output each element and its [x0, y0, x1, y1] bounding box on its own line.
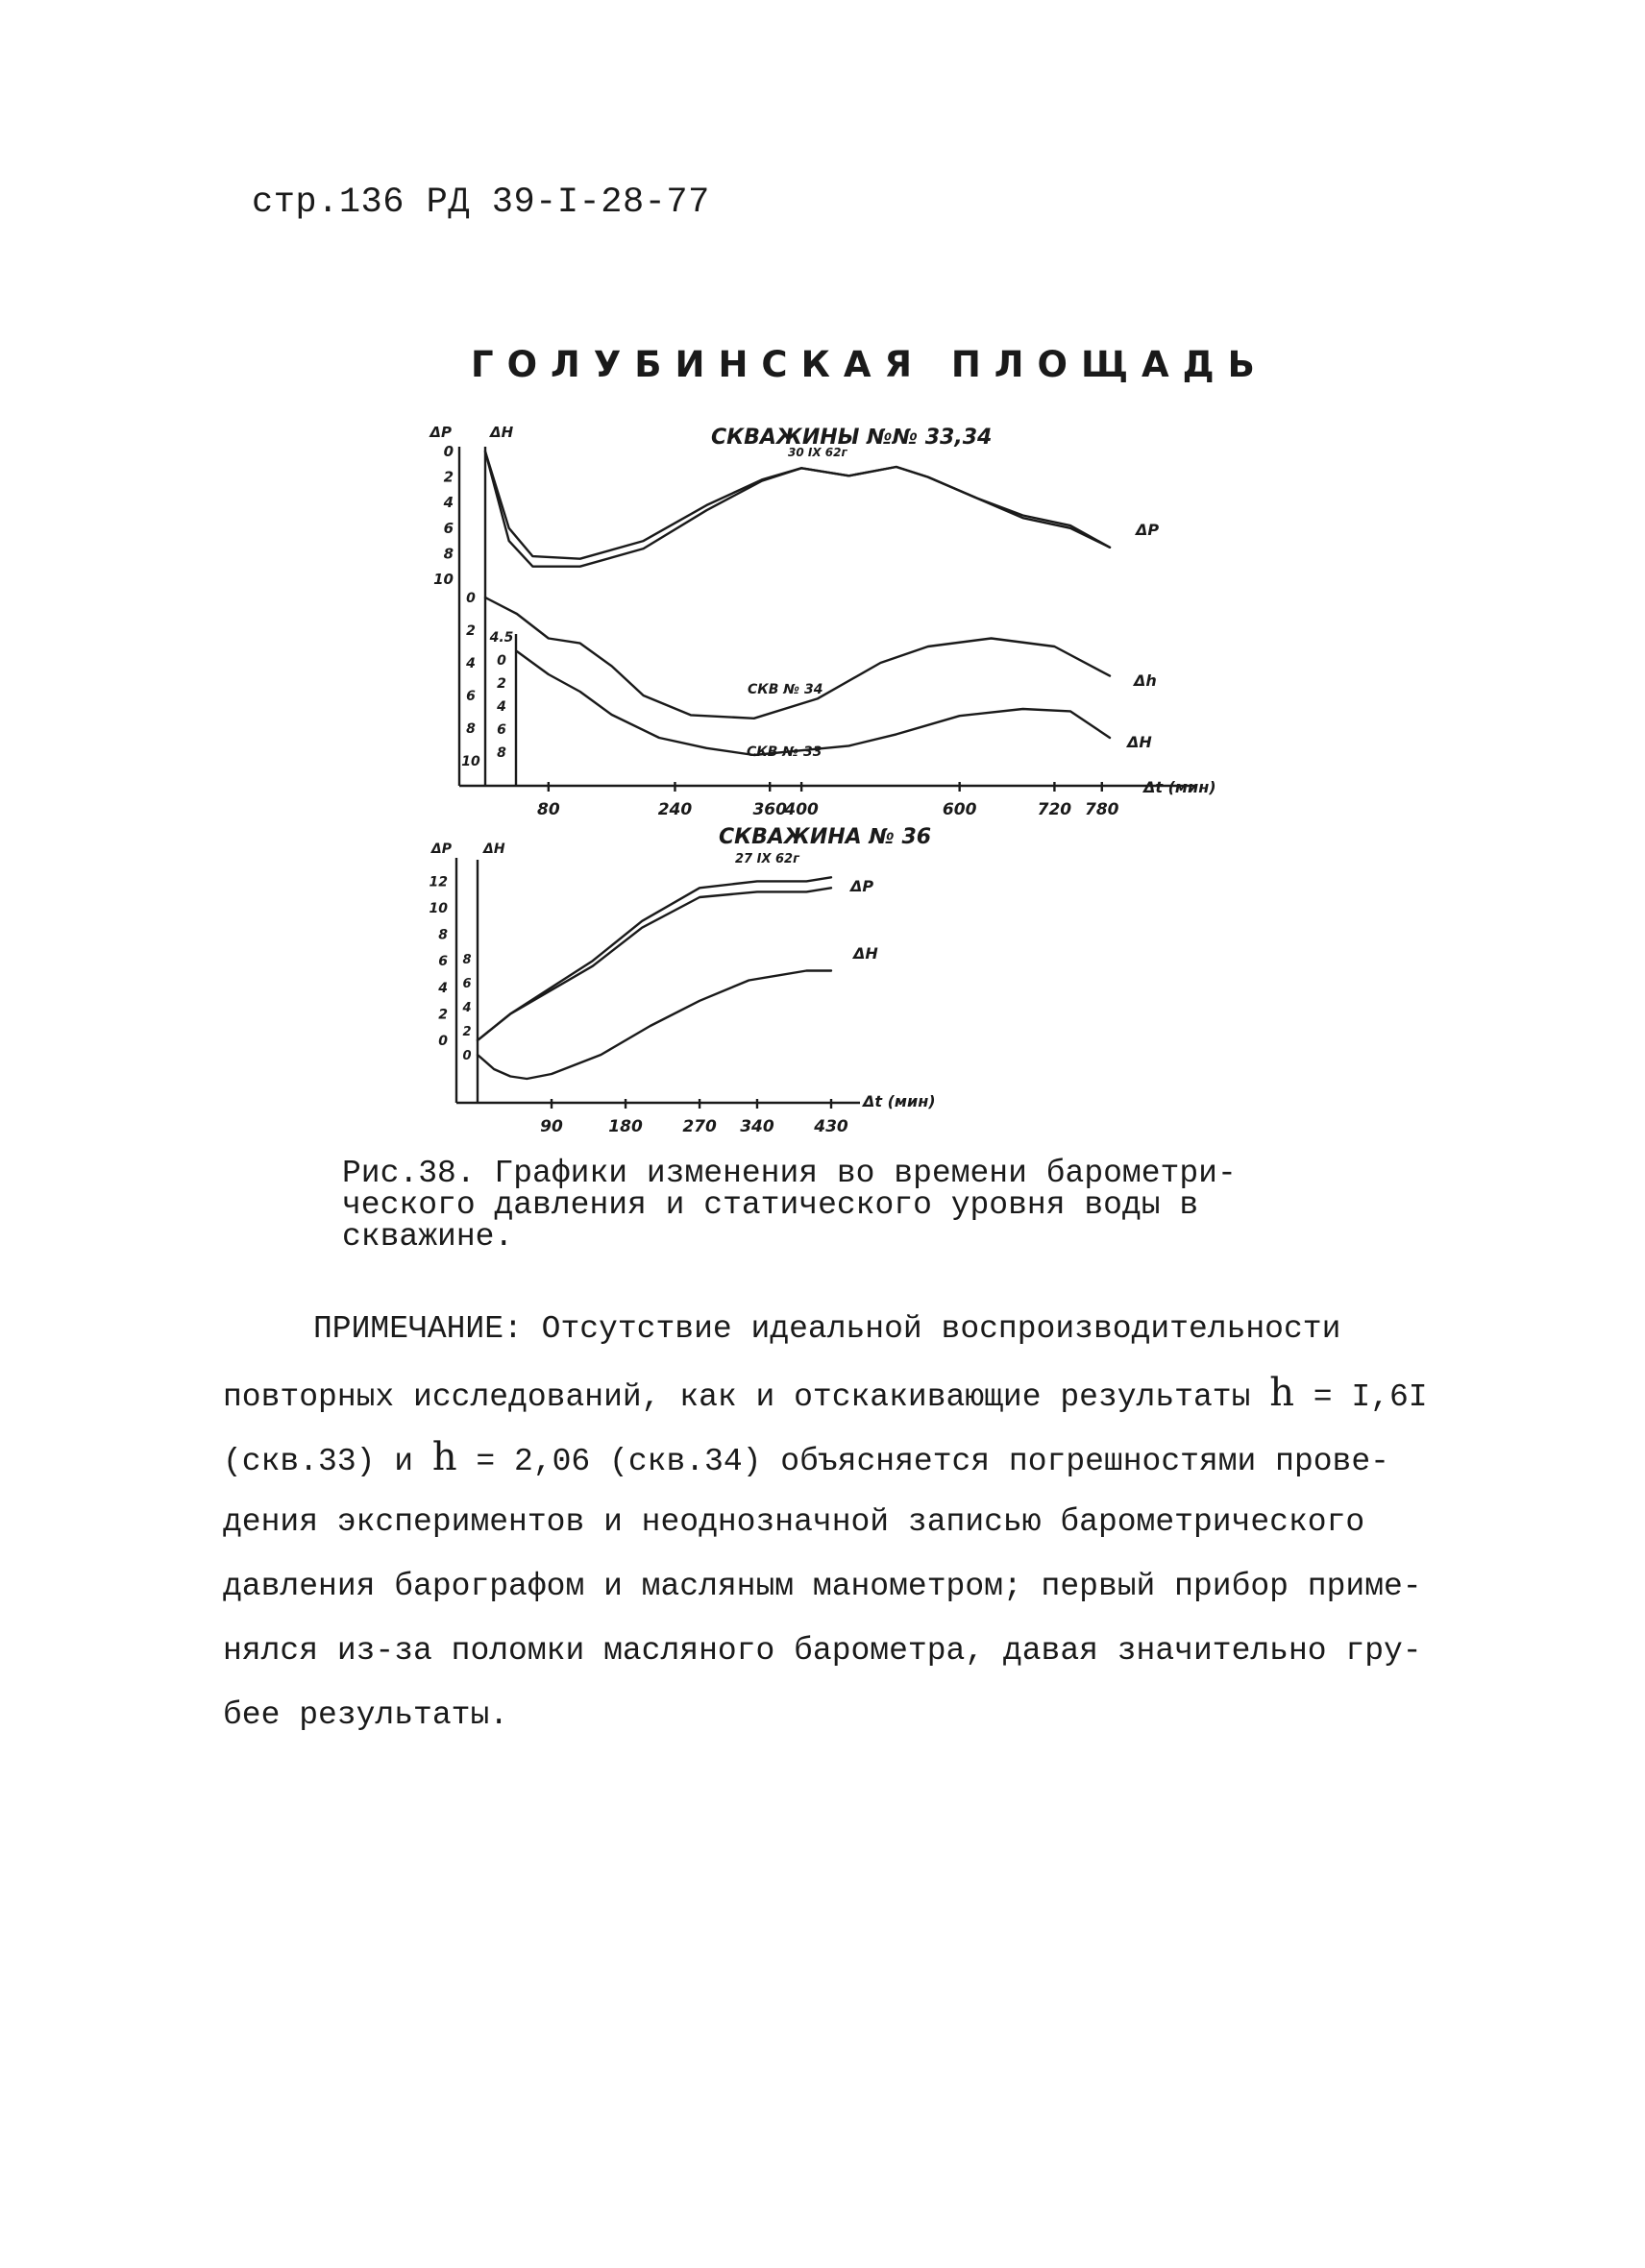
y-tick-label: 4 — [443, 494, 454, 512]
chart-subtitle: 27 IX 62г — [735, 852, 799, 866]
y-tick-label: 8 — [443, 545, 454, 563]
x-tick-label: 340 — [740, 1117, 774, 1136]
y-tick-label: 4.5 — [489, 630, 514, 646]
note-label: ПРИМЕЧАНИЕ: — [313, 1311, 523, 1347]
note-text: (скв.33) и — [223, 1444, 432, 1479]
y-tick-label: 0 — [466, 591, 476, 606]
series-line — [478, 888, 831, 1040]
y-tick-label: 6 — [497, 722, 506, 738]
note-text: повторных исследований, как и отскакивающие результаты — [223, 1379, 1270, 1415]
note-paragraph — [223, 1297, 1482, 1747]
y-tick-label: 2 — [462, 1025, 472, 1039]
y-axis-label: ΔP — [430, 841, 452, 857]
y-tick-label: 8 — [497, 745, 506, 761]
note-text: = 2,06 (скв.34) объясняется погрешностями прове- — [456, 1444, 1389, 1479]
series-label: СКВ № 34 — [748, 682, 823, 697]
y-tick-label: 2 — [497, 676, 506, 692]
series-label: ΔH — [853, 944, 878, 963]
series-line — [485, 451, 1110, 567]
y-tick-label: 2 — [466, 623, 476, 639]
chart-title: СКВАЖИНЫ №№ 33,34 — [711, 426, 993, 450]
note-text: Отсутствие идеальной воспроизводительности — [522, 1311, 1341, 1347]
h-symbol: h — [431, 1435, 457, 1479]
x-tick-label: 780 — [1085, 800, 1119, 819]
chart-well-36 — [430, 825, 936, 1136]
y-tick-label: 4 — [438, 980, 448, 996]
y-tick-label: 0 — [462, 1049, 472, 1063]
y-axis-label: ΔP — [430, 424, 452, 441]
caption-line: ческого давления и статического уровня воды в — [342, 1187, 1199, 1223]
y-tick-label: 10 — [433, 571, 454, 588]
y-tick-label: 6 — [462, 977, 472, 991]
x-tick-label: 430 — [814, 1117, 848, 1136]
y-tick-label: 2 — [443, 468, 454, 486]
series-line — [517, 651, 1110, 755]
series-label: ΔH — [1127, 733, 1152, 751]
series-label: Δh — [1134, 671, 1157, 690]
series-label: ΔP — [850, 877, 874, 895]
note-text: давления барографом и масляным манометром; первый прибор приме- — [223, 1569, 1422, 1604]
y-tick-label: 2 — [438, 1007, 448, 1023]
x-tick-label: 90 — [540, 1117, 563, 1136]
series-label: СКВ № 33 — [747, 744, 822, 760]
figure-caption — [342, 1158, 1303, 1253]
note-text: дения экспериментов и неоднозначной записью барометрического — [223, 1504, 1365, 1540]
chart-subtitle: 30 IX 62г — [788, 446, 847, 459]
y-tick-label: 4 — [497, 699, 506, 715]
x-tick-label: 240 — [657, 800, 693, 819]
series-line — [478, 971, 831, 1080]
y-tick-label: 10 — [461, 754, 480, 769]
chart-wells-33-34 — [429, 424, 1215, 819]
series-line — [485, 597, 1110, 719]
x-tick-label: 180 — [608, 1117, 643, 1136]
y-tick-label: 10 — [429, 901, 448, 916]
x-tick-label: 400 — [784, 800, 819, 819]
x-tick-label: 720 — [1037, 800, 1072, 819]
y-tick-label: 8 — [462, 953, 472, 967]
y-axis-label: ΔH — [490, 424, 514, 441]
page-header: стр.136 РД 39-I-28-77 — [252, 183, 710, 223]
figure-title: ГОЛУБИНСКАЯ ПЛОЩАДЬ — [471, 344, 1268, 385]
chart-title: СКВАЖИНА № 36 — [719, 825, 932, 849]
y-tick-label: 12 — [429, 874, 448, 890]
x-tick-label: 360 — [752, 800, 787, 819]
x-tick-label: 600 — [942, 800, 977, 819]
note-text: = I,6I — [1293, 1379, 1428, 1415]
series-line — [485, 451, 1110, 559]
y-tick-label: 4 — [462, 1001, 472, 1015]
note-text: бее результаты. — [223, 1697, 509, 1733]
note-text: нялся из-за поломки масляного барометра, давая значительно гру- — [223, 1633, 1422, 1669]
y-tick-label: 6 — [466, 689, 476, 704]
y-tick-label: 4 — [466, 656, 476, 671]
series-label: ΔP — [1136, 521, 1160, 539]
caption-line: Рис.38. Графики изменения во времени барометри- — [342, 1156, 1237, 1191]
y-axis-label: ΔH — [483, 841, 505, 857]
series-line — [478, 877, 831, 1040]
caption-line: скважине. — [342, 1219, 514, 1255]
y-tick-label: 0 — [443, 443, 454, 460]
x-axis-label: Δt (мин) — [863, 1092, 936, 1110]
y-tick-label: 6 — [443, 519, 454, 537]
y-tick-label: 6 — [438, 954, 448, 970]
x-tick-label: 80 — [536, 800, 560, 819]
y-tick-label: 8 — [438, 927, 448, 943]
h-symbol: h — [1269, 1371, 1294, 1415]
y-tick-label: 0 — [497, 653, 506, 669]
y-tick-label: 0 — [438, 1034, 448, 1049]
x-axis-label: Δt (мин) — [1143, 778, 1216, 796]
x-tick-label: 270 — [682, 1117, 717, 1136]
y-tick-label: 8 — [466, 721, 476, 737]
